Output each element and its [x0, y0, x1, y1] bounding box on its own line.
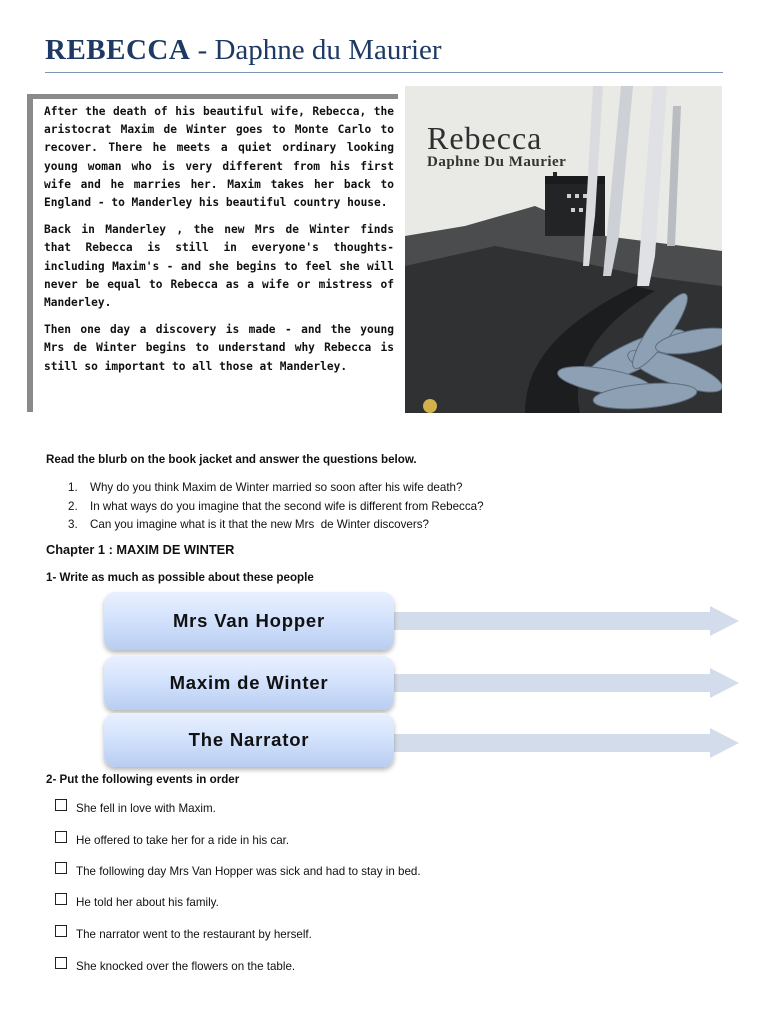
question-item: [68, 516, 484, 535]
question-number: 3.: [68, 518, 78, 531]
question-text: Can you imagine what is it that the new Mrs de Winter discovers?: [90, 518, 429, 531]
event-item: [55, 799, 216, 817]
event-text: The narrator went to the restaurant by herself.: [76, 927, 312, 941]
event-text: She knocked over the flowers on the table.: [76, 959, 296, 973]
arrow-right-icon: [390, 606, 740, 636]
question-text: In what ways do you imagine that the second wife is different from Rebecca?: [90, 499, 484, 513]
blurb-paragraph: After the death of his beautiful wife, Rebecca, the aristocrat Maxim de Winter goes to Monte Carlo to recover. There he meets a quiet ordinary looking young woman who is very different from his first wife and he marries her. Maxim takes her back to England - to Manderley his beautiful country house.: [44, 105, 394, 210]
blurb-shadow-top: [27, 94, 398, 99]
event-item: [55, 925, 312, 943]
event-checkbox[interactable]: [55, 925, 67, 937]
worksheet-title: [45, 34, 442, 67]
event-checkbox[interactable]: [55, 831, 67, 843]
person-box-maxim-de-winter: Maxim de Winter: [104, 656, 394, 710]
questions-instruction: Read the blurb on the book jacket and answer the questions below.: [46, 453, 417, 466]
title-divider: [45, 72, 723, 73]
blurb-paragraph: Back in Manderley , the new Mrs de Winter finds that Rebecca is still in everyone's thoughts- including Maxim's - and she begins to feel she will never be equal to Rebecca as a wife or mistress of Manderley.: [44, 223, 394, 310]
question-item: [68, 498, 484, 517]
person-box-the-narrator: The Narrator: [104, 713, 394, 767]
title-author: Daphne du Maurier: [214, 34, 442, 66]
person-row: [0, 713, 768, 773]
question-number: 1.: [68, 481, 78, 494]
person-row: [0, 592, 768, 652]
event-text: She fell in love with Maxim.: [76, 801, 216, 815]
event-item: [55, 862, 421, 880]
cover-author: Daphne Du Maurier: [427, 154, 567, 170]
task-2-instruction: 2- Put the following events in order: [46, 773, 240, 786]
event-item: [55, 831, 289, 849]
event-text: He told her about his family.: [76, 895, 219, 909]
blurb-paragraph: Then one day a discovery is made - and the young Mrs de Winter begins to understand why Rebecca is still so important to all those at Manderley.: [44, 323, 394, 373]
title-separator: -: [197, 34, 208, 66]
person-row: [0, 656, 768, 716]
event-checkbox[interactable]: [55, 862, 67, 874]
chapter-heading: Chapter 1 : MAXIM DE WINTER: [46, 542, 235, 557]
event-text: He offered to take her for a ride in his car.: [76, 833, 290, 847]
questions-list: [68, 479, 484, 535]
blurb-shadow-left: [27, 94, 33, 412]
book-blurb: [36, 101, 396, 412]
title-book: REBECCA: [45, 34, 191, 66]
cover-title: Rebecca: [427, 120, 543, 156]
arrow-right-icon: [390, 728, 740, 758]
question-number: 2.: [68, 499, 78, 513]
task-1-instruction: 1- Write as much as possible about these people: [46, 571, 314, 584]
book-cover-image: [405, 86, 722, 413]
event-text: The following day Mrs Van Hopper was sick and had to stay in bed.: [76, 864, 421, 878]
person-box-mrs-van-hopper: Mrs Van Hopper: [104, 592, 394, 650]
event-item: [55, 957, 295, 975]
event-checkbox[interactable]: [55, 893, 67, 905]
question-text: Why do you think Maxim de Winter married so soon after his wife death?: [90, 481, 463, 494]
question-item: [68, 479, 484, 498]
arrow-right-icon: [390, 668, 740, 698]
event-checkbox[interactable]: [55, 799, 67, 811]
event-checkbox[interactable]: [55, 957, 67, 969]
event-item: [55, 893, 219, 911]
